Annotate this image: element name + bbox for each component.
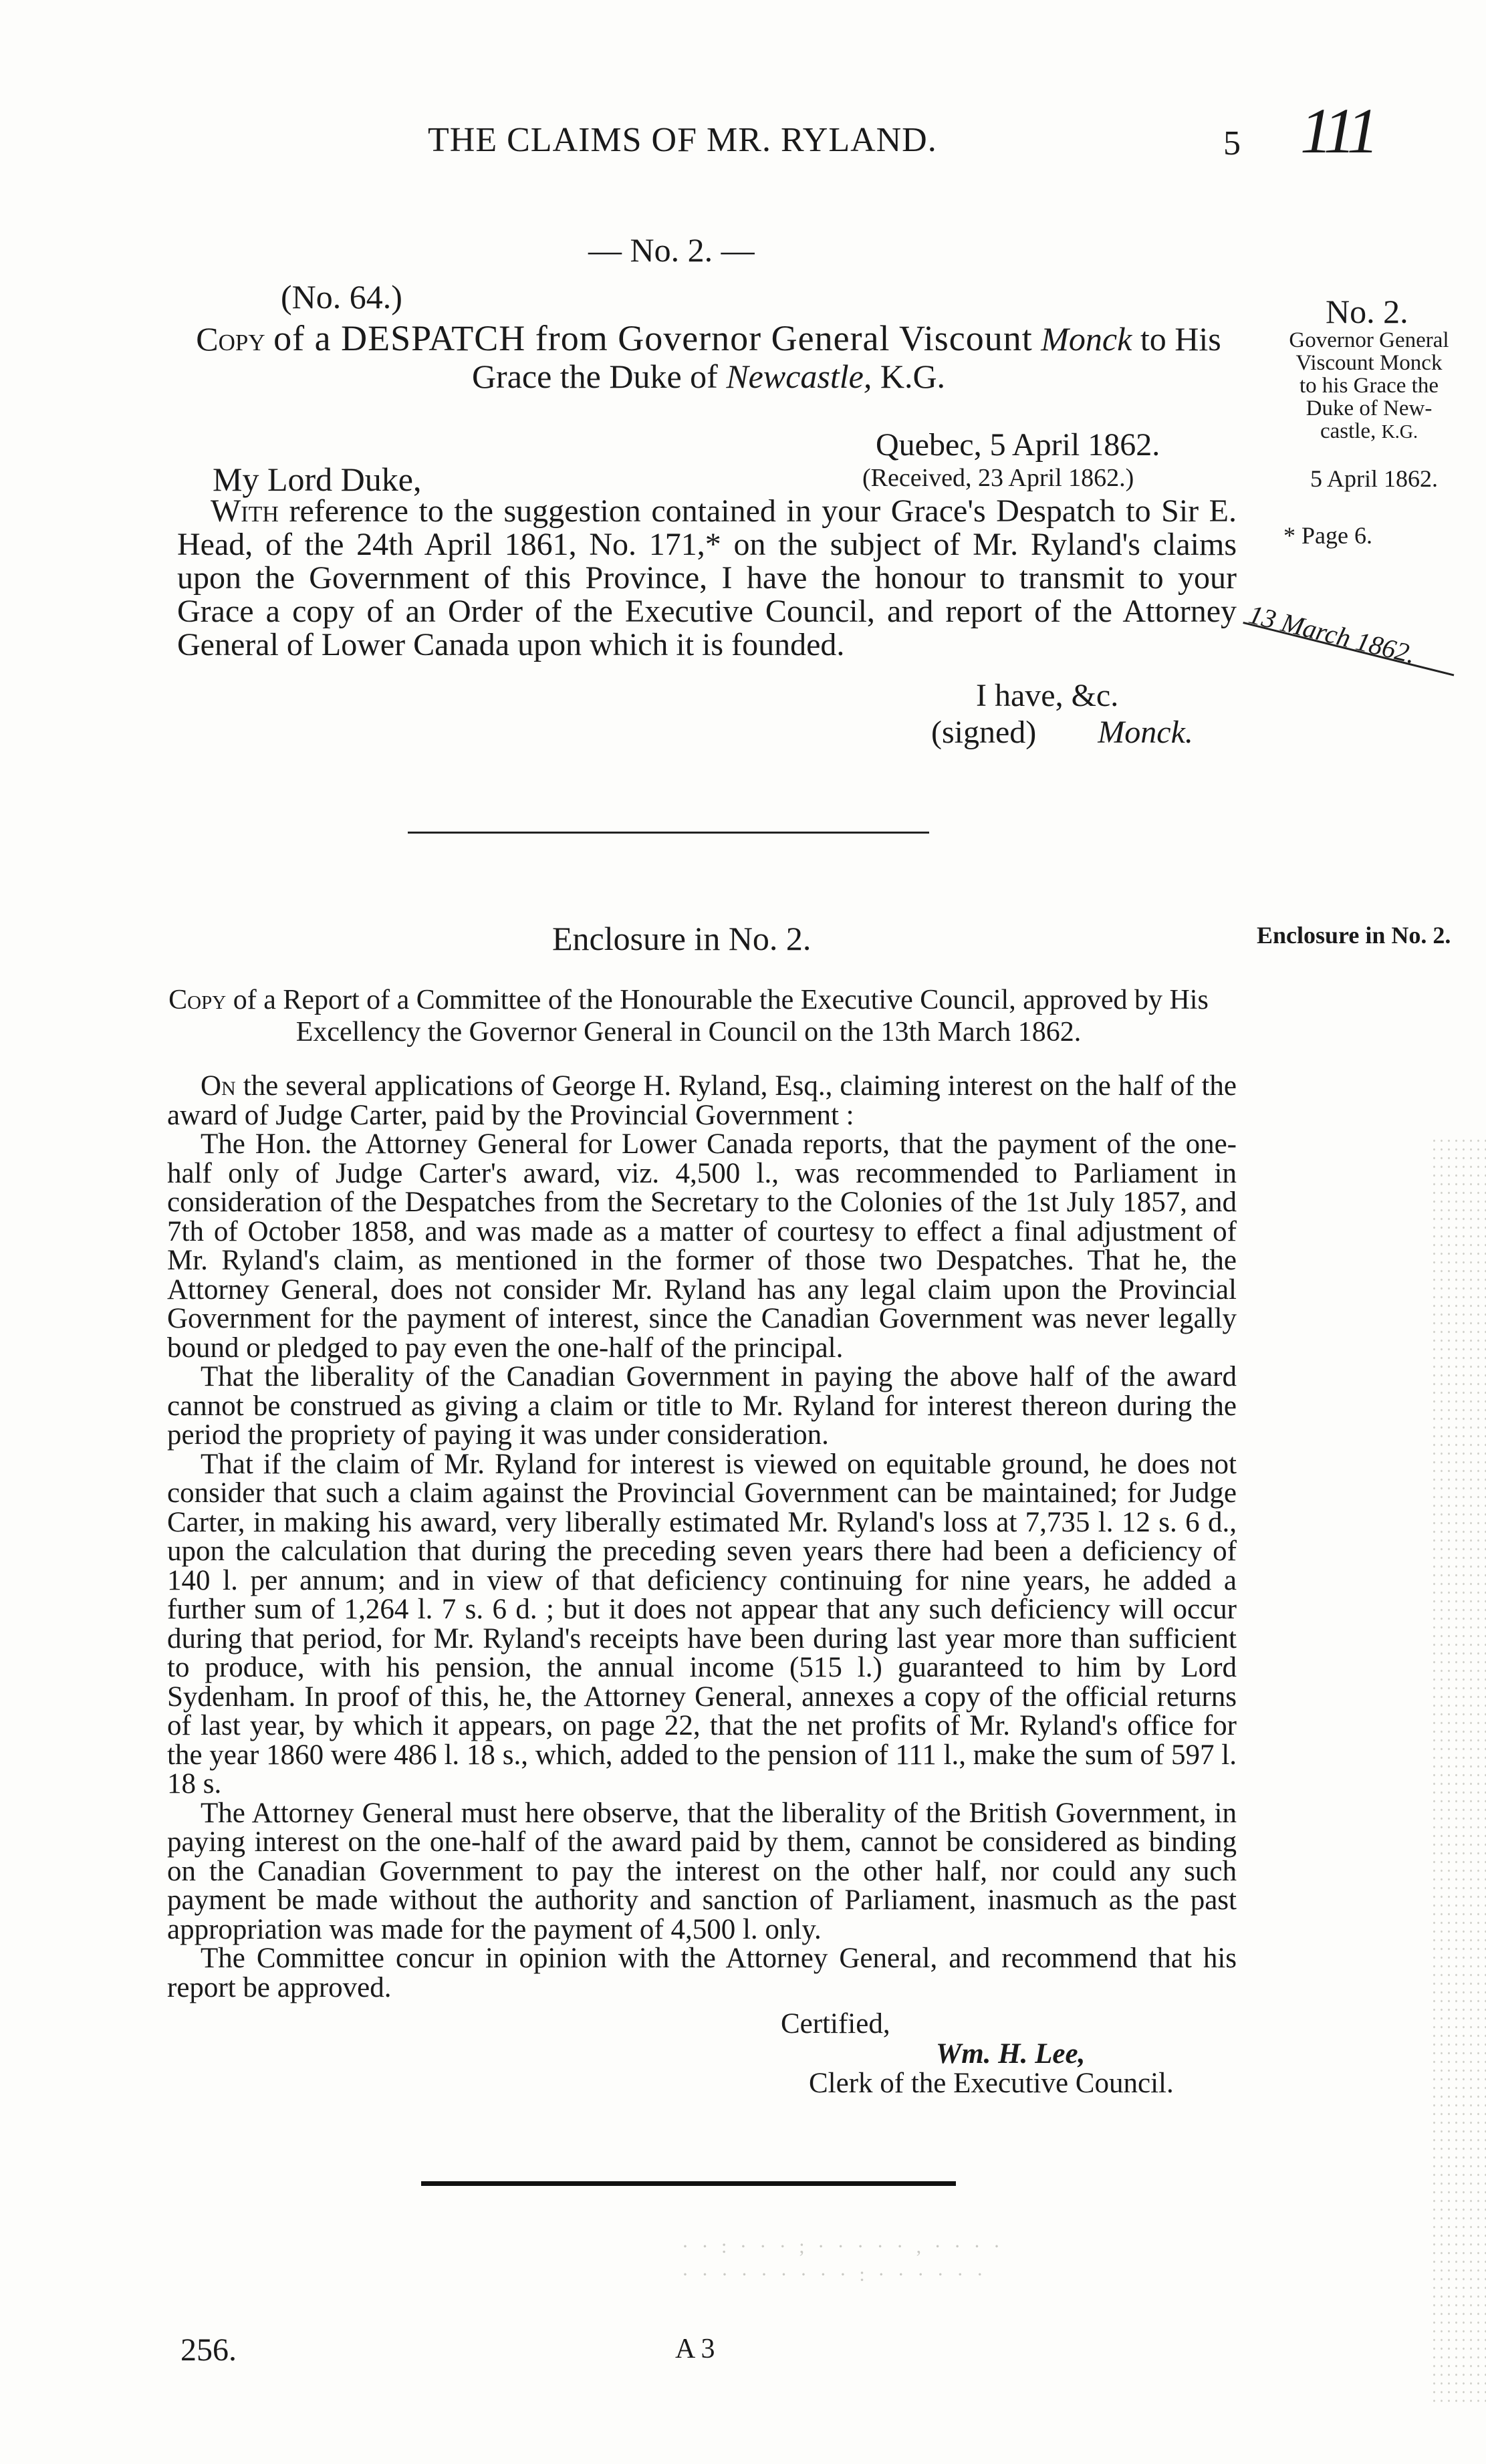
- letter-text: reference to the suggestion contained in your Grace's Despatch to Sir E. Head, of the 24th April 1861, No. 171,* on the subject of Mr. Ryland's claims upon the Government of this Province, I have the honour to transmit to your Grace a copy of an Order of the Executive Council, and report of the Attorney General of Lower Canada upon which it is founded.: [177, 493, 1237, 662]
- signature-mark: A 3: [675, 2334, 715, 2364]
- signed-label: (signed): [931, 715, 1037, 750]
- margin-line: Duke of New-: [1306, 396, 1433, 420]
- despatch-title: [174, 320, 1243, 395]
- report-first-word: On: [201, 1070, 236, 1102]
- margin-line-text: castle,: [1320, 419, 1376, 443]
- margin-line: Viscount Monck: [1295, 351, 1443, 375]
- margin-note: [1262, 329, 1476, 444]
- handwritten-date-note: 13 March 1862.: [1245, 598, 1419, 670]
- margin-kg: K.G.: [1381, 422, 1418, 443]
- letter-closing: I have, &c.: [976, 678, 1119, 713]
- report-paragraph: That the liberality of the Canadian Government in paying the above half of the award cannot be construed as giving a claim or title to Mr. Ryland for interest thereon during the period the propriety of paying it was under consideration.: [167, 1361, 1237, 1451]
- title-name: Monck: [1041, 320, 1132, 358]
- paper-speckle: [1431, 1136, 1486, 2407]
- clerk-title: Clerk of the Executive Council.: [809, 2068, 1174, 2099]
- margin-number: No. 2.: [1326, 293, 1408, 330]
- enclosure-title: Enclosure in No. 2.: [552, 920, 812, 957]
- section-divider: [408, 832, 929, 834]
- margin-line: Governor General: [1289, 328, 1449, 352]
- report-title: [134, 984, 1243, 1048]
- report-body: [167, 1072, 1237, 2002]
- signed-line: [931, 714, 1193, 751]
- title-prefix: Copy: [196, 320, 265, 358]
- despatch-number: (No. 64.): [281, 278, 402, 316]
- report-paragraph: The Attorney General must here observe, that the liberality of the British Government, in paying interest on the one-half of the award paid by them, cannot be considered as binding on the Canadian Government to pay the interest on the other half, nor could any such payment be made without the authority and sanction of Parliament, inasmuch as the past appropriation was made for the payment of 4,500 l. only.: [167, 1797, 1237, 1945]
- salutation: My Lord Duke,: [213, 461, 422, 498]
- bleed-through-text: · · : · · · ; · · · · · , · · · · · · · · · · · · · : · · · · · ·: [682, 2235, 1005, 2286]
- margin-line: to his Grace the: [1299, 374, 1439, 398]
- enclosure-margin-note: Enclosure in No. 2.: [1257, 922, 1451, 949]
- handwritten-folio-mark: 111: [1300, 95, 1375, 166]
- certified-label: Certified,: [781, 2008, 890, 2040]
- closing-rule: [421, 2181, 956, 2186]
- page-number: 5: [1223, 124, 1241, 162]
- report-paragraph: [167, 1072, 1237, 1130]
- received-date: (Received, 23 April 1862.): [862, 464, 1134, 492]
- title-main: of a DESPATCH from Governor General Viscount: [273, 318, 1033, 358]
- title-suffix: K.G.: [880, 358, 946, 395]
- report-prefix: Copy: [168, 985, 227, 1015]
- report-paragraph: The Committee concur in opinion with the Attorney General, and recommend that his report be approved.: [167, 1943, 1237, 2003]
- signed-name: Monck.: [1098, 715, 1193, 750]
- section-number-heading: — No. 2. —: [588, 231, 755, 269]
- despatch-date: Quebec, 5 April 1862.: [876, 427, 1160, 463]
- running-head: THE CLAIMS OF MR. RYLAND.: [428, 121, 937, 159]
- report-paragraph: The Hon. the Attorney General for Lower Canada reports, that the payment of the one-half only of Judge Carter's award, viz. 4,500 l., was recommended to Parliament in consideration of the Despatches from the Secretary to the Colonies of the 1st July 1857, and 7th of October 1858, and was made as a matter of courtesy to effect a final adjustment of Mr. Ryland's claim, as mentioned in the former of those two Despatches. That he, the Attorney General, does not consider Mr. Ryland has any legal claim upon the Provincial Government for the payment of interest, since the Canadian Government was never legally bound or pledged to pay even the one-half of the principal.: [167, 1128, 1237, 1364]
- letter-body: [177, 495, 1237, 662]
- report-paragraph: That if the claim of Mr. Ryland for interest is viewed on equitable ground, he does not consider that such a claim against the Provincial Government can be maintained; for Judge Carter, in making his award, very liberally estimated Mr. Ryland's loss at 7,735 l. 12 s. 6 d., upon the calculation that during the preceding seven years there had been a deficiency of 140 l. per annum; and in view of that deficiency continuing for nine years, he added a further sum of 1,264 l. 7 s. 6 d. ; but it does not appear that any such deficiency will occur during that period, for Mr. Ryland's receipts have been during last year more than sufficient to produce, with his pension, the annual income (515 l.) guaranteed to him by Lord Sydenham. In proof of this, he, the Attorney General, annexes a copy of the official returns of last year, by which it appears, on page 22, that the net profits of Mr. Ryland's office for the year 1860 were 486 l. 18 s., which, added to the pension of 111 l., make the sum of 597 l. 18 s.: [167, 1448, 1237, 1800]
- letter-first-word: With: [211, 493, 279, 529]
- page-reference: * Page 6.: [1283, 522, 1372, 549]
- clerk-signature: Wm. H. Lee,: [936, 2038, 1086, 2070]
- margin-line: [1262, 420, 1476, 444]
- margin-date: 5 April 1862.: [1310, 465, 1439, 492]
- report-title-text: of a Report of a Committee of the Honourable the Executive Council, approved by His Excellency the Governor General in Council on the 13th March 1862.: [233, 985, 1209, 1048]
- footer-number: 256.: [180, 2332, 237, 2368]
- title-duke: Newcastle,: [726, 358, 872, 395]
- title-mid: to His Grace the Duke of: [471, 320, 1221, 395]
- report-text: the several applications of George H. Ryland, Esq., claiming interest on the half of the award of Judge Carter, paid by the Provincial Government :: [167, 1070, 1237, 1131]
